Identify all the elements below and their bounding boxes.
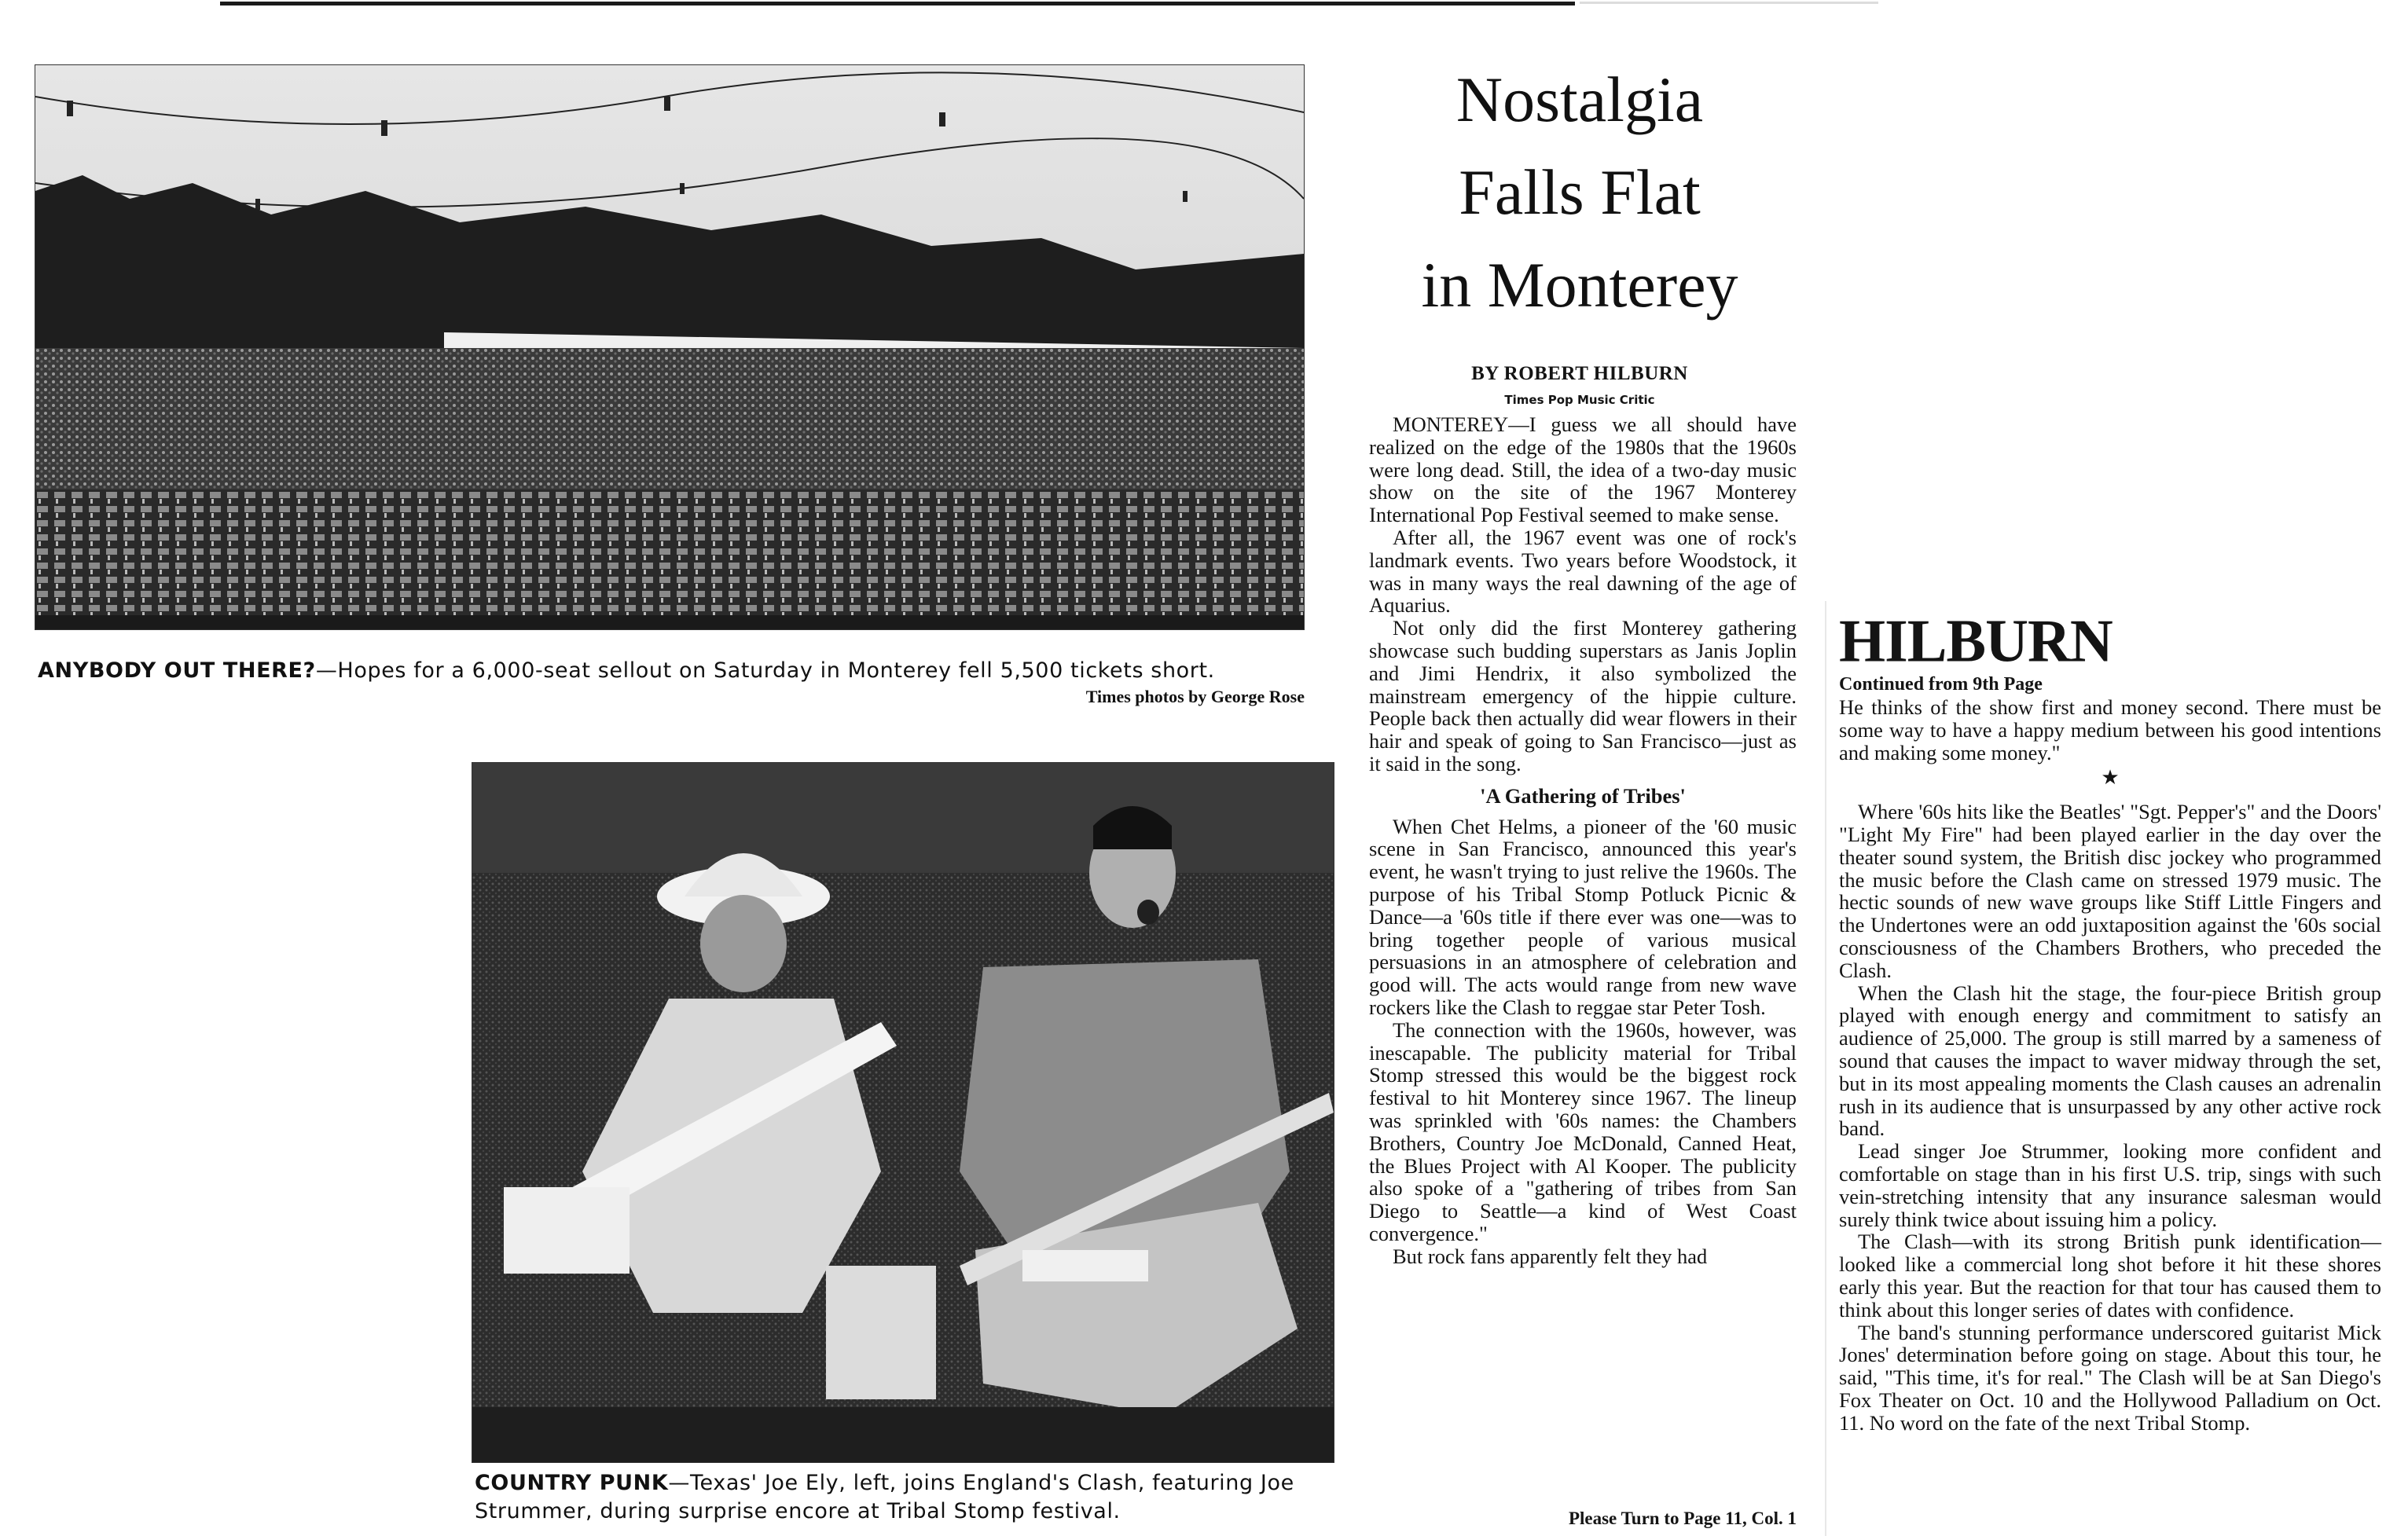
continued-from-label: Continued from 9th Page [1839, 674, 2043, 695]
photo1-caption-lead: ANYBODY OUT THERE? [38, 658, 316, 683]
column-divider [1825, 601, 1826, 1536]
article-paragraph: Not only did the first Monterey gathering showcase such budding superstars as Janis Joplin and Jimi Hendrix, it also symbolized the mainstream emergency of the hippie culture. People back then actually did wear flowers in their hair and speak of going to San Francisco—just as it said in the song. [1369, 616, 1797, 775]
article-paragraph: After all, the 1967 event was one of rock's landmark events. Two years before Woodstock, it was in many ways the real dawning of the age of Aquarius. [1369, 525, 1797, 618]
article-paragraph: But rock fans apparently felt they had [1393, 1244, 1708, 1268]
article-column [1369, 413, 1797, 1267]
article-paragraph: MONTEREY—I guess we all should have realized on the edge of the 1980s that the 1960s were long dead. Still, the idea of a two-day music show on the site of the 1967 Monterey International Pop Festival seemed to make sense. [1369, 412, 1797, 527]
star-separator-icon: ★ [2101, 766, 2120, 790]
headline-line: in Monterey [1421, 249, 1738, 321]
photo2-caption-text: —Texas' Joe Ely, left, joins England's Clash, featuring Joe Strummer, during surprise encore at Tribal Stomp festival. [475, 1471, 1294, 1523]
byline: BY ROBERT HILBURN [1471, 363, 1688, 384]
photo2-caption-lead: COUNTRY PUNK [475, 1471, 669, 1495]
headline [1352, 53, 1808, 332]
hilburn-paragraph: The Clash—with its strong British punk identification—looked like a commercial long shot before it hit these shores early this year. But the reaction for that tour has caused them to think about this longer series of dates with confidence. [1839, 1230, 2381, 1322]
article-paragraph: When Chet Helms, a pioneer of the '60 music scene in San Francisco, announced this year's event, he wasn't trying to just relive the 1960s. The purpose of his Tribal Stomp Potluck Picnic & Dance—a '60s title if there ever was one—was to bring together people of various musical persuasions in an atmosphere of celebration and good will. The acts would range from new wave rockers like the Clash to reggae star Peter Tosh. [1369, 814, 1797, 1019]
hilburn-paragraph: Lead singer Joe Strummer, looking more confident and comfortable on stage than in his first U.S. trip, sings with such vein-stretching intensity that any insurance salesman would surely think twice about issuing him a policy. [1839, 1139, 2381, 1231]
hilburn-jump-head: HILBURN [1839, 607, 2113, 675]
top-rule-faded [1580, 2, 1878, 4]
top-rule [220, 2, 1575, 5]
headline-line: Falls Flat [1459, 156, 1701, 228]
hilburn-column [1839, 696, 2381, 1435]
headline-line: Nostalgia [1455, 64, 1704, 135]
article-paragraph: The connection with the 1960s, however, was inescapable. The publicity material for Tribal Stomp stressed this would be the biggest rock festival to hit Monterey since 1967. The lineup was sprinkled with '60s names: the Chambers Brothers, Country Joe McDonald, Canned Heat, the Blues Project with Al Kooper. The publicity also spoke of a "gathering of tribes from San Diego to Seattle—a kind of West Coast convergence." [1369, 1017, 1797, 1245]
article-subhead: 'A Gathering of Tribes' [1480, 783, 1686, 808]
continuation-note: Please Turn to Page 11, Col. 1 [1568, 1509, 1797, 1528]
byline-title: Times Pop Music Critic [1504, 393, 1655, 407]
hilburn-paragraph: When the Clash hit the stage, the four-piece British group played with enough energy and commitment to satisfy an audience of 25,000. The group is still marred by a sameness of sound that causes the impact to waver midway through the set, but in its most appealing moments the Clash causes an adrenalin rush in its audience that is unsurpassed by any other active rock band. [1839, 981, 2381, 1141]
hilburn-paragraph: The band's stunning performance underscored guitarist Mick Jones' determination before going on stage. About this tour, he said, "This time, it's for real." The Clash will be at San Diego's Fox Theater on Oct. 10 and the Hollywood Palladium on Oct. 11. No word on the fate of the next Tribal Stomp. [1839, 1320, 2381, 1435]
hilburn-paragraph: Where '60s hits like the Beatles' "Sgt. Pepper's" and the Doors' "Light My Fire" had been played earlier in the day over the theater sound system, the British disc jockey who programmed the music before the Clash came on stressed 1979 music. The hectic sounds of new wave groups like Stiff Little Fingers and the Undertones were an odd juxtaposition against the '60s social consciousness of the Chambers Brothers, who preceded the Clash. [1839, 800, 2381, 982]
hilburn-intro: He thinks of the show first and money second. There must be some way to have a happy medium between his good intentions and making some money." [1839, 695, 2381, 764]
photo1-caption [38, 657, 1311, 685]
photo1-caption-text: —Hopes for a 6,000-seat sellout on Saturday in Monterey fell 5,500 tickets short. [315, 658, 1215, 683]
photo-credit: Times photos by George Rose [1085, 687, 1305, 706]
stadium-crowd-photo [35, 64, 1305, 630]
photo2-caption [475, 1469, 1347, 1526]
musicians-photo [472, 762, 1334, 1463]
